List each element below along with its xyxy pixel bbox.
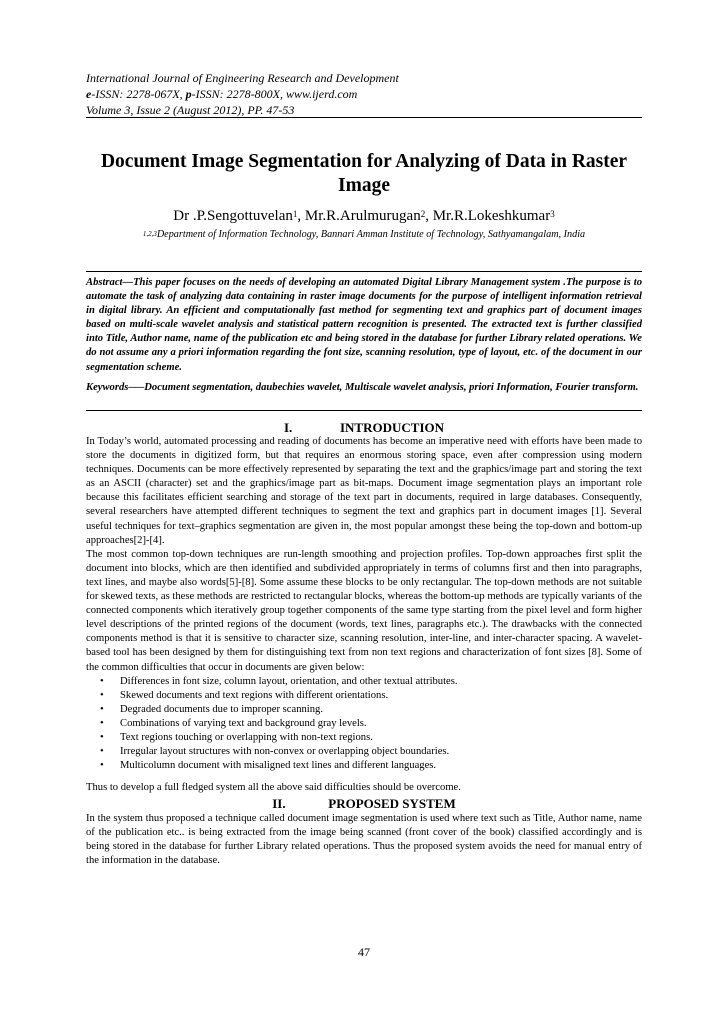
- section-number: II.: [272, 796, 286, 811]
- list-item: • Combinations of varying text and background gray levels.: [86, 717, 642, 731]
- affiliation: [86, 228, 642, 242]
- issn-line: [86, 86, 642, 102]
- affiliation-text: Department of Information Technology, Bannari Amman Institute of Technology, Sathyamangalam, India: [156, 229, 586, 240]
- bullet-icon: •: [100, 703, 104, 715]
- page-number: 47: [358, 945, 370, 959]
- keywords: Keywords—–Document segmentation, daubechies wavelet, Multiscale wavelet analysis, priori Information, Fourier transform.: [86, 382, 639, 393]
- abstract-divider: [86, 271, 642, 272]
- author-list: [86, 207, 642, 225]
- author-2: , Mr.R.Arulmurugan: [297, 208, 421, 224]
- difficulties-list: [86, 675, 642, 774]
- paragraph: In Today’s world, automated processing and reading of documents has become an imperative need with efforts have been made to store the documents in digitized form, but that requires an enormous storing space, even after compression using modern techniques. Documents can be more effectively represented by separating the text and the graphics/image part and storing the text as an ASCII (character) set and the graphics/image part as bit-maps. Document image segmentation plays an important role because this facilitates efficient searching and storage of the text part in documents, required in large databases. Consequently, several researchers have attempted different techniques to segment the text and graphics part in document images [1]. Several useful techniques for text–graphics segmentation are given in, the most popular amongst these being the top-down and bottom-up approaches[2]-[4].: [86, 436, 642, 546]
- pissn-prefix: p: [185, 87, 192, 101]
- introduction-body: [86, 435, 642, 795]
- author-1-sup: 1: [292, 209, 298, 219]
- list-item: • Multicolumn document with misaligned text lines and different languages.: [86, 759, 642, 773]
- eissn-text: -ISSN: 2278-067X,: [91, 87, 183, 101]
- list-item: • Irregular layout structures with non-convex or overlapping object boundaries.: [86, 745, 642, 759]
- header-divider: [86, 117, 642, 118]
- bullet-icon: •: [100, 717, 104, 729]
- journal-header: [86, 70, 642, 118]
- list-item: • Differences in font size, column layout, orientation, and other textual attributes.: [86, 675, 642, 689]
- author-1: Dr .P.Sengottuvelan: [173, 208, 293, 224]
- list-item: • Degraded documents due to improper scanning.: [86, 703, 642, 717]
- list-item: • Text regions touching or overlapping with non-text regions.: [86, 731, 642, 745]
- abstract: Abstract—This paper focuses on the needs of developing an automated Digital Library Management system .The purpose is to automate the task of analyzing data containing in raster image documents for the purpose of intelligent information retrieval in digital library. An efficient and computationally fast method for segmenting text and graphics part of document images based on multi-scale wavelet analysis and statistical pattern recognition is presented. The extracted text is further classified into Title, Author name, name of the publication etc and being stored in the database for further Library related operations. We do not assume any a priori information regarding the font size, scanning resolution, type of layout, etc. of the document in our segmentation scheme.: [86, 277, 642, 373]
- section-heading-proposed-system: [86, 796, 642, 812]
- bullet-icon: •: [100, 675, 104, 687]
- volume-line: Volume 3, Issue 2 (August 2012), PP. 47-53: [86, 103, 295, 117]
- bullet-icon: •: [100, 760, 104, 772]
- keywords-divider: [86, 410, 642, 411]
- bullet-icon: •: [100, 689, 104, 701]
- paragraph: In the system thus proposed a technique called document image segmentation is used where text such as Title, Author name, name of the publication etc.. is being extracted from the image being scanned (front cover of the book) classified accordingly and is being stored in the database for further Library related operations. Thus the proposed system avoids the need for manual entry of the information in the database.: [86, 813, 642, 867]
- section-title: INTRODUCTION: [339, 420, 444, 435]
- bullet-icon: •: [100, 746, 104, 758]
- section-number: I.: [283, 420, 293, 435]
- eissn-prefix: e: [86, 87, 92, 101]
- list-item: • Skewed documents and text regions with different orientations.: [86, 689, 642, 703]
- bullet-icon: •: [100, 731, 104, 743]
- author-3: , Mr.R.Lokeshkumar: [425, 208, 551, 224]
- paragraph: Thus to develop a full fledged system all the above said difficulties should be overcome.: [86, 782, 461, 794]
- section-heading-introduction: [86, 420, 642, 436]
- author-2-sup: 2: [420, 209, 426, 219]
- proposed-system-body: [86, 812, 642, 868]
- section-title: PROPOSED SYSTEM: [328, 796, 456, 811]
- paper-title: Document Image Segmentation for Analyzing of Data in Raster Image: [100, 151, 628, 196]
- pissn-text: -ISSN: 2278-800X, www.ijerd.com: [191, 87, 358, 101]
- author-3-sup: 3: [550, 209, 555, 219]
- affiliation-sup: 1,2,3: [142, 230, 157, 238]
- paragraph: The most common top-down techniques are run-length smoothing and projection profiles. Top-down approaches first split the document into blocks, which are then identified and subdivided appropriately in terms of columns first and then into paragraphs, text lines, and maybe also words[5]-[8]. Some assume these blocks to be only rectangular. The top-down methods are not suitable for skewed texts, as these methods are restricted to rectangular blocks, whereas the bottom-up methods are typically variants of the connected components which iteratively group together components of the same type starting from the pixel level and form higher level descriptions of the printed regions of the document (words, text lines, paragraphs etc.). The drawbacks with the connected components method is that it is sensitive to character size, scanning resolution, inter-line, and inter-character spacing. A wavelet-based tool has been designed by them for distinguishing text from non text regions and characterization of font sizes [8]. Some of the common difficulties that occur in documents are given below:: [86, 548, 642, 673]
- journal-name: International Journal of Engineering Research and Development: [86, 71, 399, 85]
